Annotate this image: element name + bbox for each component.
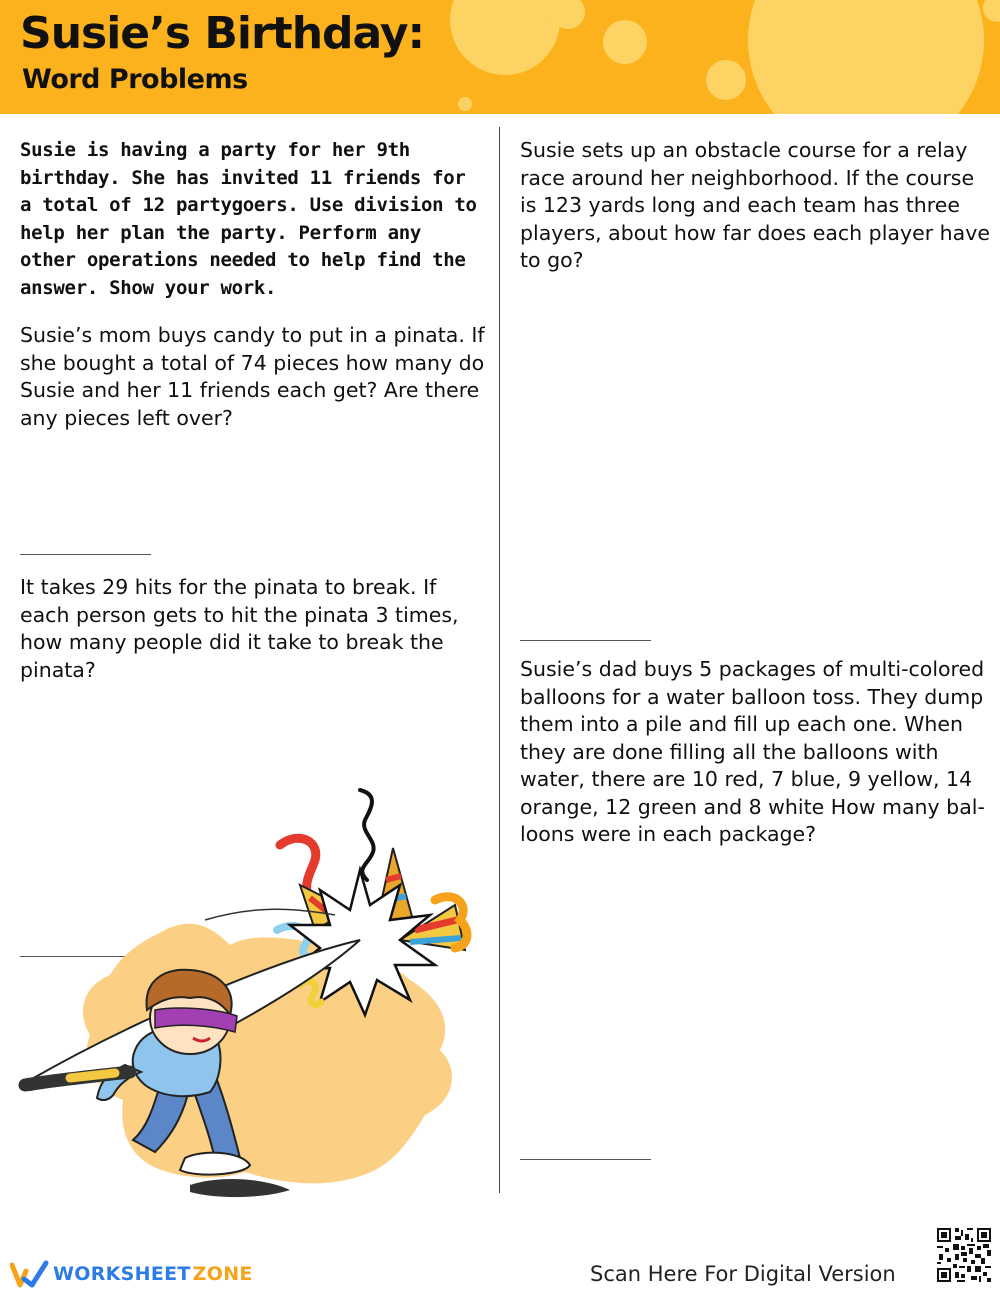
pinata-party-illustration (15, 780, 485, 1200)
answer-line-obstacle-course[interactable] (520, 640, 651, 641)
scan-caption: Scan Here For Digital Version (590, 1262, 896, 1286)
page-subtitle: Word Problems (22, 64, 248, 95)
column-divider (499, 127, 500, 1193)
problem-obstacle-course: Susie sets up an obstacle course for a relay race around her neighborhood. If the course is 123 yards long and each team has three players, about how far does each player have to go? (520, 138, 990, 272)
page-header (0, 0, 1000, 114)
answer-line-candy[interactable] (20, 554, 151, 555)
qr-code-icon[interactable] (935, 1226, 993, 1284)
problem-pinata-hits: It takes 29 hits for the pinata to break. If each person gets to hit the pinata 3 times, how many people did it take to break the pinata? (20, 575, 459, 682)
page-title: Susie’s Birthday: (20, 8, 425, 59)
answer-line-balloons[interactable] (520, 1159, 651, 1160)
instructions-text: Susie is having a party for her 9th birthday. She has invited 11 friends for a total of 12 partygoers. Use division to help her plan the party. Perform any other operations needed to help find the answer. Show your work. (20, 139, 477, 299)
worksheetzone-brand[interactable] (10, 1258, 253, 1290)
worksheetzone-logo-icon (10, 1259, 50, 1289)
problem-candy: Susie’s mom buys candy to put in a pinata. If she bought a total of 74 pieces how many do Susie and her 11 friends each get? Are there any pieces left over? (20, 323, 485, 430)
brand-text-zone: ZONE (192, 1263, 253, 1285)
brand-text-worksheet: WORKSHEET (53, 1263, 191, 1285)
problem-balloons: Susie’s dad buys 5 packages of multi-colored balloons for a water balloon toss. They dump them into a pile and fill up each one. When they are done filling all the balloons with water, there are 10 red, 7 blue, 9 yellow, 14 orange, 12 green and 8 white How many bal-loons were in each package? (520, 657, 985, 846)
